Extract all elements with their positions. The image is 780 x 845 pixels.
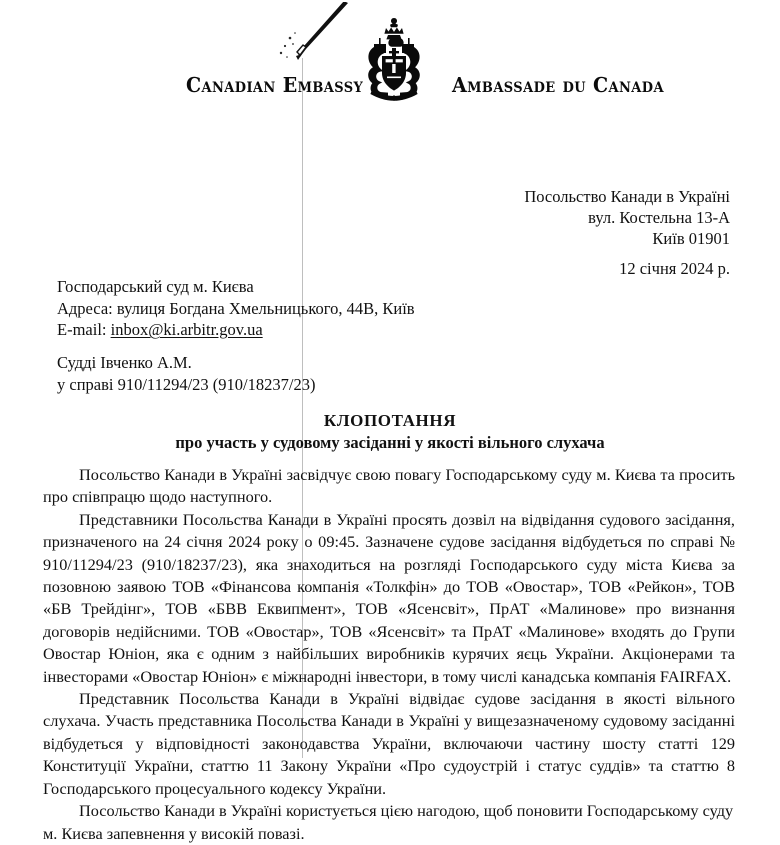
recipient-block <box>57 276 415 341</box>
sender-address-block <box>524 186 730 249</box>
letterhead-english-name: Canadian Embassy <box>186 74 364 98</box>
judge-name: Судді Івченко А.М. <box>57 353 192 372</box>
document-body <box>43 464 735 845</box>
body-paragraph-4: Посольство Канади в Україні користується цією нагодою, щоб поновити Господарському суду м. Києва запевнення у високій повазі. <box>43 801 734 843</box>
email-link[interactable]: inbox@ki.arbitr.gov.ua <box>110 320 263 339</box>
recipient-address: Адреса: вулиця Богдана Хмельницького, 44В, Київ <box>57 298 415 318</box>
body-paragraph-1: Посольство Канади в Україні засвідчує свою повагу Господарському суду м. Києва та просить про співпрацю щодо наступного. <box>43 465 735 507</box>
document-title: КЛОПОТАННЯ <box>323 411 457 430</box>
sender-line-1: Посольство Канади в Україні <box>524 187 730 206</box>
recipient-court: Господарський суд м. Києва <box>57 277 254 296</box>
canadian-coat-of-arms-icon <box>352 16 436 108</box>
case-number: у справі 910/11294/23 (910/18237/23) <box>57 374 316 394</box>
document-subtitle: про участь у судовому засіданні у якості вільного слухача <box>175 433 605 452</box>
title-block <box>45 410 735 454</box>
recipient-email-line <box>57 319 415 341</box>
letterhead <box>0 0 780 120</box>
judge-block <box>57 352 315 395</box>
pen-scan-artifact <box>276 2 352 64</box>
body-paragraph-3: Представник Посольства Канади в Україні відвідає судове засідання в якості вільного слухача. Участь представника Посольства Канади в Україні у вищезазначеному судовому засіданні відбудеться у відповідності законодавства України, включаючи частину шосту статті 129 Конституції України, статтю 11 Закону України «Про судоустрій і статус суддів» та статтю 8 Господарського процесуального кодексу України. <box>43 689 735 798</box>
sender-line-2: вул. Костельна 13-А <box>588 208 730 227</box>
body-paragraph-2: Представники Посольства Канади в Україні просять дозвіл на відвідання судового засідання, призначеного на 24 січня 2024 року о 09:45. Зазначене судове засідання відбудеться по справі № 910/11294/23 (910/18237/23), яка знаходиться на розгляді Господарського суду міста Києва за позовною заявою ТОВ «Фінансова компанія «Толкфін» до ТОВ «Овостар», ТОВ «Рейкон», ТОВ «БВ Трейдінг», ТОВ «БВВ Еквипмент», ТОВ «Ясенсвіт», ПрАТ «Малинове» про визнання договорів недійсними. ТОВ «Овостар», ТОВ «Ясенсвіт» та ПрАТ «Малинове» входять до Групи Овостар Юніон, яка є одним з найбільших виробників курячих яєць України. Акціонерами та інвесторами «Овостар Юніон» є міжнародні інвестори, в тому числі канадська компанія FAIRFAX. <box>43 509 735 686</box>
email-label: E-mail: <box>57 320 107 339</box>
letterhead-french-name: Ambassade du Canada <box>452 74 664 98</box>
sender-line-3: Київ 01901 <box>652 229 730 248</box>
document-date: 12 січня 2024 р. <box>619 259 730 278</box>
